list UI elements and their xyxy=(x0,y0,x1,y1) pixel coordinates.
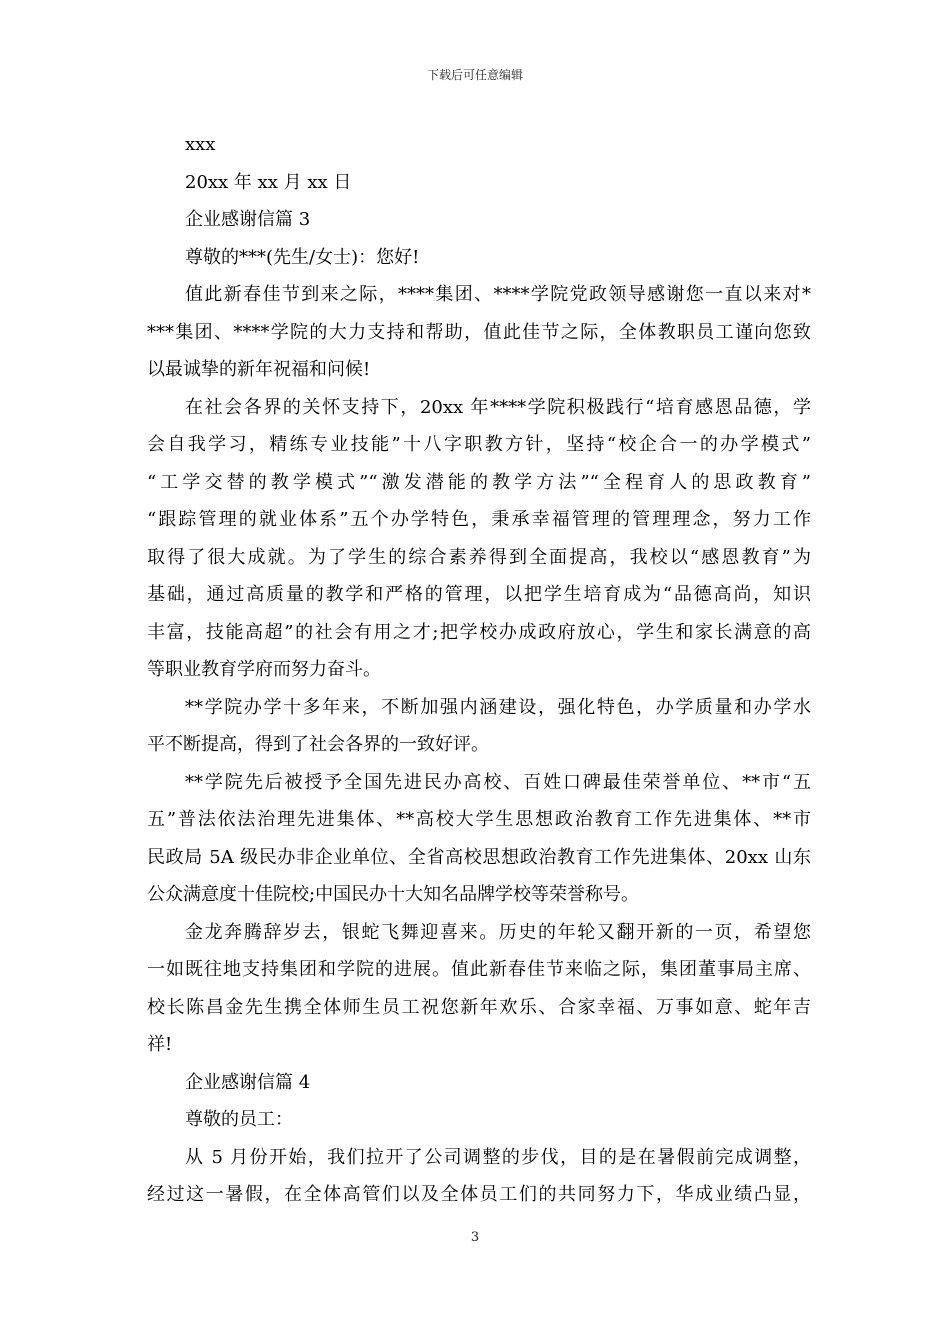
text-line: 取得了很大成就。为了学生的综合素养得到全面提高，我校以“感恩教育”为 xyxy=(147,546,811,568)
text-line: 公众满意度十佳院校;中国民办十大知名品牌学校等荣誉称号。 xyxy=(147,884,640,905)
text-line: 会自我学习，精练专业技能”十八字职教方针，坚持“校企合一的办学模式” xyxy=(147,434,811,455)
text-line: 企业感谢信篇 3 xyxy=(185,209,311,230)
text-line: 尊敬的***(先生/女士)：您好! xyxy=(185,246,420,268)
text-line: 尊敬的员工： xyxy=(185,1109,293,1130)
text-line: 20xx 年 xx 月 xx 日 xyxy=(185,171,352,193)
text-line: “工学交替的教学模式”“激发潜能的教学方法”“全程育人的思政教育” xyxy=(147,471,811,493)
text-line: 经过这一暑假，在全体高管们以及全体员工们的共同努力下，华成业绩凸显， xyxy=(147,1184,811,1205)
text-line: 祥! xyxy=(147,1034,173,1055)
text-line: 金龙奔腾辞岁去，银蛇飞舞迎喜来。历史的年轮又翻开新的一页，希望您 xyxy=(185,921,811,943)
text-line: 值此新春佳节到来之际，****集团、****学院党政领导感谢您一直以来对* xyxy=(185,284,811,305)
text-line: **学院先后被授予全国先进民办高校、百姓口碑最佳荣誉单位、**市“五 xyxy=(185,771,811,793)
text-line: **学院办学十多年来，不断加强内涵建设，强化特色，办学质量和办学水 xyxy=(185,696,811,718)
document-body xyxy=(147,126,811,1214)
text-line: 民政局 5A 级民办非企业单位、全省高校思想政治教育工作先进集体、20xx 山东 xyxy=(147,846,811,868)
page-number: 3 xyxy=(470,1230,480,1245)
text-line: 平不断提高，得到了社会各界的一致好评。 xyxy=(147,734,489,755)
text-line: 企业感谢信篇 4 xyxy=(185,1071,311,1093)
text-line: 丰富，技能高超”的社会有用之才;把学校办成政府放心，学生和家长满意的高 xyxy=(147,621,811,643)
text-line: 在社会各界的关怀支持下，20xx 年****学院积极践行“培育感恩品德，学 xyxy=(185,396,811,418)
text-line: 从 5 月份开始，我们拉开了公司调整的步伐，目的是在暑假前完成调整， xyxy=(185,1146,811,1168)
page-header: 下载后可任意编辑 xyxy=(426,68,523,82)
text-line: xxx xyxy=(185,134,216,155)
text-line: 一如既往地支持集团和学院的进展。值此新春佳节来临之际，集团董事局主席、 xyxy=(147,959,811,980)
text-line: 等职业教育学府而努力奋斗。 xyxy=(147,659,381,680)
text-line: 以最诚挚的新年祝福和问候! xyxy=(147,359,371,380)
text-line: “跟踪管理的就业体系”五个办学特色，秉承幸福管理的管理理念，努力工作 xyxy=(147,509,811,530)
text-line: 五”普法依法治理先进集体、**高校大学生思想政治教育工作先进集体、**市 xyxy=(147,809,811,830)
text-line: ***集团、****学院的大力支持和帮助，值此佳节之际，全体教职员工谨向您致 xyxy=(147,321,811,343)
text-line: 校长陈昌金先生携全体师生员工祝您新年欢乐、合家幸福、万事如意、蛇年吉 xyxy=(147,996,811,1018)
text-line: 基础，通过高质量的教学和严格的管理，以把学生培育成为“品德高尚，知识 xyxy=(147,584,811,605)
